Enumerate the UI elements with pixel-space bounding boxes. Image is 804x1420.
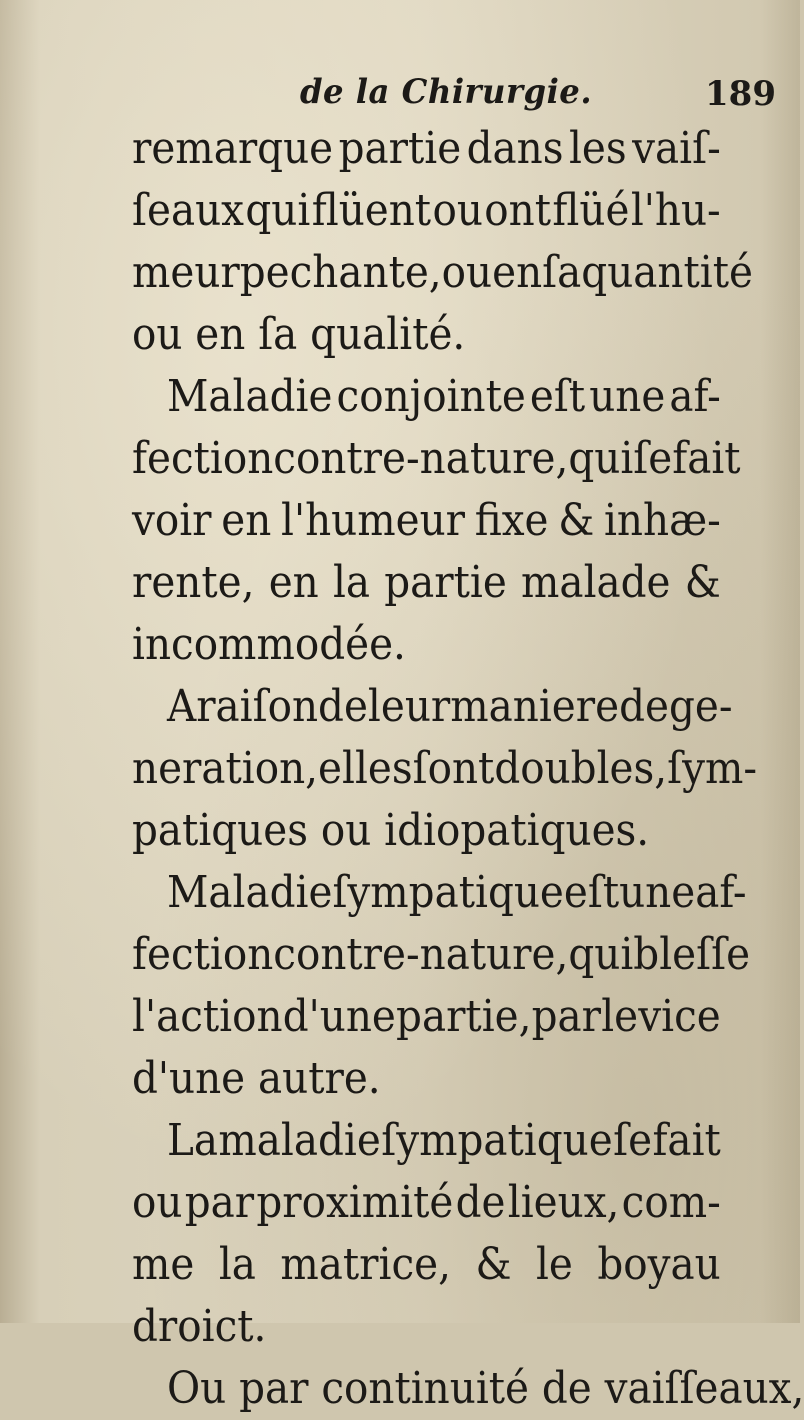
text-line <box>132 180 721 242</box>
word: neration, <box>132 743 319 794</box>
word: fection <box>132 929 274 980</box>
word: af- <box>669 371 721 422</box>
word: af- <box>695 867 747 918</box>
word: La <box>166 1115 218 1166</box>
word: une <box>619 867 696 918</box>
word: malade <box>521 557 671 608</box>
text-line <box>132 366 721 428</box>
word: vice <box>638 991 721 1042</box>
word: par <box>184 1177 255 1228</box>
word: me <box>132 1239 195 1290</box>
word: & <box>684 557 721 608</box>
text-line <box>132 738 758 800</box>
text-line <box>132 118 721 180</box>
word: ſym- <box>667 743 758 794</box>
word: raiſon <box>196 681 319 732</box>
word: flüé <box>552 185 630 236</box>
word: ge- <box>668 681 733 732</box>
text-line <box>132 924 751 986</box>
word: en <box>221 495 272 546</box>
word: ont <box>484 185 552 236</box>
word: la <box>332 557 371 608</box>
word: rente, <box>132 557 255 608</box>
word: quantité <box>581 247 753 298</box>
text-line <box>132 490 721 552</box>
word: les <box>568 123 627 174</box>
word: de <box>455 1177 506 1228</box>
word: en <box>268 557 319 608</box>
word: ou <box>432 185 483 236</box>
word: proximité <box>256 1177 454 1228</box>
text-line: incommodée. <box>132 619 406 670</box>
word: ſa <box>542 247 582 298</box>
word: doubles, <box>494 743 668 794</box>
word: maladie <box>218 1115 381 1166</box>
word: la <box>218 1239 256 1290</box>
body-text <box>132 118 804 1420</box>
word: eſt <box>529 371 586 422</box>
word: remarque <box>132 123 334 174</box>
word: ou <box>132 1177 183 1228</box>
word: dans <box>466 123 564 174</box>
text-line: Ou par continuité de vaiſſeaux, <box>166 1363 804 1414</box>
text-line <box>132 428 741 490</box>
text-line <box>132 986 721 1048</box>
word: ſe <box>633 433 673 484</box>
word: contre-nature, <box>273 433 569 484</box>
word: leur <box>367 681 451 732</box>
word: bleſſe <box>633 929 751 980</box>
word: fait <box>652 1115 721 1166</box>
word: A <box>166 681 197 732</box>
word: de <box>318 681 368 732</box>
text-line: d'une autre. <box>132 1053 381 1104</box>
text-line <box>132 242 753 304</box>
text-line: patiques ou idiopatiques. <box>132 805 650 856</box>
word: ſympatique <box>381 1115 613 1166</box>
word: inhæ- <box>603 495 721 546</box>
word: partie <box>384 557 507 608</box>
word: une <box>589 371 666 422</box>
word: fait <box>672 433 741 484</box>
word: l'action <box>132 991 283 1042</box>
word: fixe <box>474 495 549 546</box>
text-line <box>132 1110 721 1172</box>
page-number: 189 <box>705 74 776 114</box>
word: ſont <box>412 743 495 794</box>
text-line <box>132 1234 721 1296</box>
word: par <box>531 991 602 1042</box>
word: ou <box>441 247 493 298</box>
word: com- <box>621 1177 721 1228</box>
word: flüent <box>311 185 432 236</box>
text-line <box>132 1172 721 1234</box>
word: l'hu- <box>630 185 721 236</box>
word: conjointe <box>336 371 526 422</box>
word: d'une <box>282 991 396 1042</box>
word: elles <box>318 743 413 794</box>
text-line <box>132 862 747 924</box>
word: en <box>492 247 543 298</box>
word: qui <box>245 185 311 236</box>
word: fection <box>132 433 274 484</box>
word: le <box>601 991 639 1042</box>
word: l'humeur <box>281 495 465 546</box>
word: & <box>558 495 595 546</box>
word: & <box>475 1239 512 1290</box>
word: matrice, <box>280 1239 451 1290</box>
word: vaiſ- <box>632 123 721 174</box>
word: ſeaux <box>132 185 244 236</box>
word: partie <box>338 123 462 174</box>
word: le <box>535 1239 573 1290</box>
word: ſe <box>613 1115 653 1166</box>
word: ſympatique <box>332 867 564 918</box>
text-line <box>132 676 733 738</box>
text-line: droict. <box>132 1301 267 1352</box>
word: qui <box>568 929 634 980</box>
word: lieux, <box>507 1177 620 1228</box>
word: maniere <box>450 681 620 732</box>
word: contre-nature, <box>273 929 569 980</box>
running-head: de la Chirurgie. <box>300 72 593 112</box>
word: voir <box>132 495 212 546</box>
word: pechante, <box>239 247 442 298</box>
word: eſt <box>563 867 620 918</box>
text-line <box>132 552 721 614</box>
word: meur <box>132 247 240 298</box>
word: Maladie <box>166 371 333 422</box>
text-line: ou en ſa qualité. <box>132 309 466 360</box>
word: de <box>619 681 669 732</box>
word: qui <box>568 433 634 484</box>
word: Maladie <box>166 867 333 918</box>
word: boyau <box>597 1239 721 1290</box>
word: partie, <box>396 991 532 1042</box>
